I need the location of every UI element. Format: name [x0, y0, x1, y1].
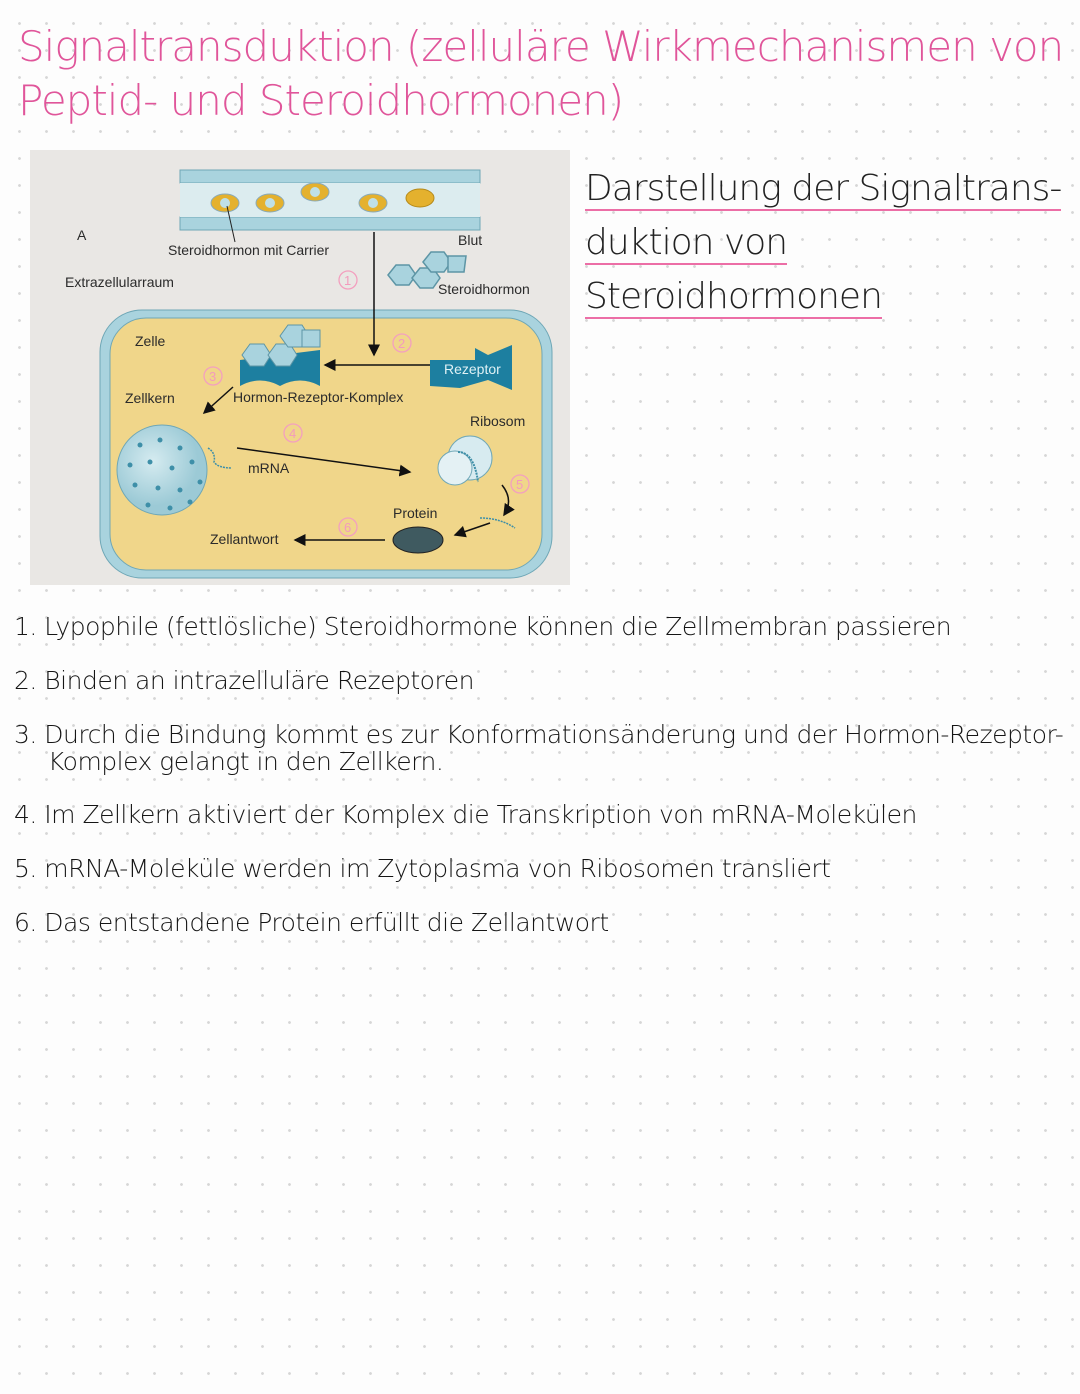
label-nucleus: Zellkern [125, 390, 175, 406]
label-ribosome: Ribosom [470, 413, 526, 429]
panel-label: A [77, 227, 87, 243]
svg-text:6: 6 [344, 520, 352, 535]
steroid-signal-diagram [30, 150, 570, 585]
annotation-1 [339, 271, 357, 289]
label-receptor: Rezeptor [444, 361, 501, 377]
page-title: Signaltransduktion (zelluläre Wirkmechanismen von Peptid- und Steroidhormonen) [18, 22, 1064, 125]
label-blood: Blut [458, 232, 483, 248]
note-item: 2. Binden an intrazelluläre Rezeptoren [14, 666, 474, 695]
svg-text:3: 3 [209, 369, 217, 384]
label-response: Zellantwort [210, 531, 279, 547]
label-extracellular: Extrazellularraum [65, 274, 174, 290]
note-item: Komplex gelangt in den Zellkern. [48, 747, 444, 776]
svg-text:4: 4 [289, 426, 297, 441]
note-item: 3. Durch die Bindung kommt es zur Konformationsänderung und der Hormon-Rezeptor- [14, 720, 1064, 749]
blood-vessel [180, 170, 480, 242]
note-item: 5. mRNA-Moleküle werden im Zytoplasma von Ribosomen transliert [14, 854, 831, 883]
label-protein: Protein [393, 505, 438, 521]
label-steroid: Steroidhormon [438, 281, 530, 297]
note-item: 4. Im Zellkern aktiviert der Komplex die Transkription von mRNA-Molekülen [14, 800, 917, 829]
label-complex: Hormon-Rezeptor-Komplex [233, 389, 404, 405]
svg-text:2: 2 [398, 336, 406, 351]
label-mrna: mRNA [248, 460, 290, 476]
protein-icon [393, 527, 443, 553]
note-item: 6. Das entstandene Protein erfüllt die Zellantwort [14, 908, 609, 937]
label-cell: Zelle [135, 333, 166, 349]
diagram-heading: Darstellung der Signaltrans- duktion von Steroidhormonen [585, 168, 1062, 317]
label-carrier: Steroidhormon mit Carrier [168, 242, 330, 258]
note-item: 1. Lypophile (fettlösliche) Steroidhormone können die Zellmembran passieren [14, 612, 952, 641]
svg-text:1: 1 [344, 273, 352, 288]
svg-text:5: 5 [516, 477, 524, 492]
